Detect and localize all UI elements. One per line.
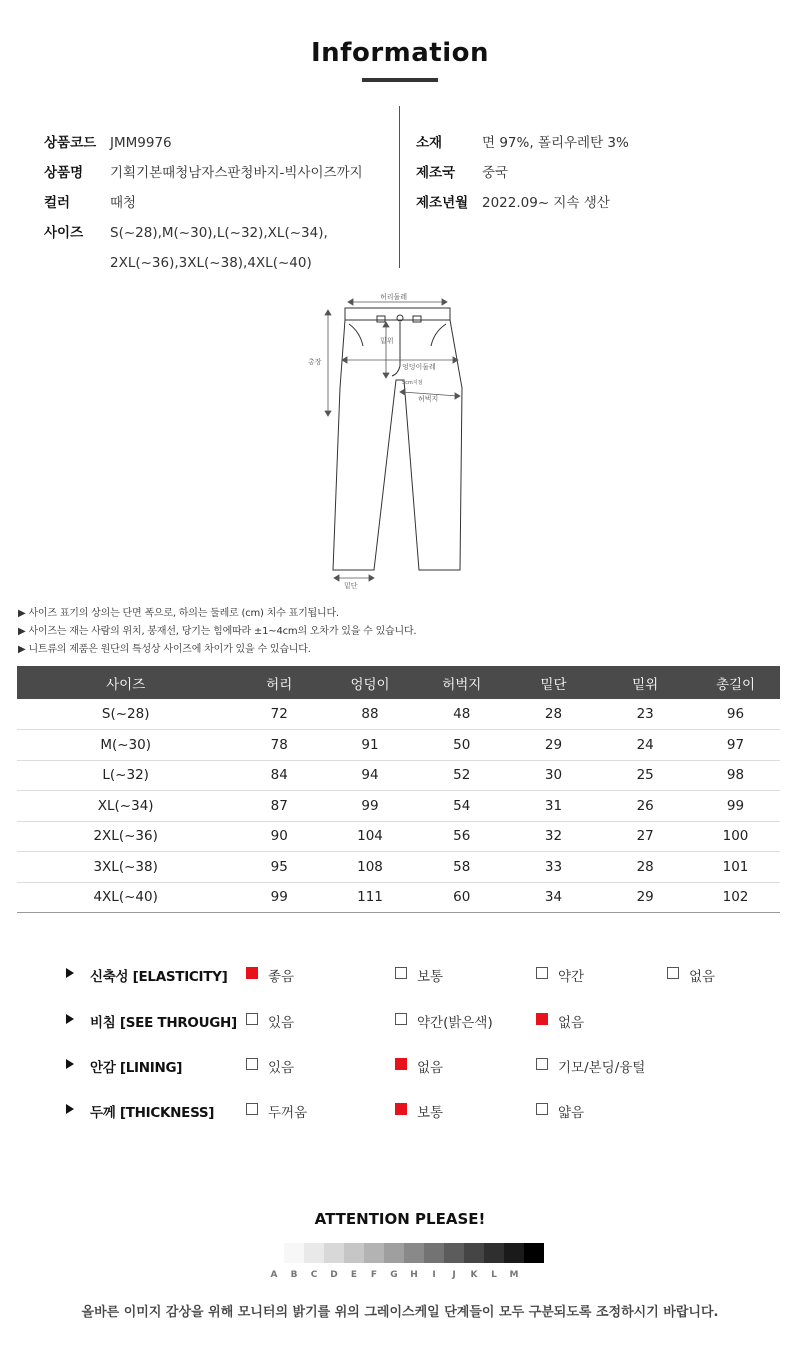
note-line: ▶ 니트류의 제품은 원단의 특성상 사이즈에 차이가 있을 수 있습니다. xyxy=(18,644,311,655)
option-label: 두꺼움 xyxy=(268,1105,308,1121)
measure-cell: 101 xyxy=(691,852,780,883)
measure-cell: 78 xyxy=(234,730,324,761)
property-label: 두께 [THICKNESS] xyxy=(90,1105,215,1121)
measure-cell: 99 xyxy=(691,791,780,822)
option-label: 기모/본딩/융털 xyxy=(558,1060,646,1076)
gray-swatch xyxy=(424,1243,444,1263)
property-row xyxy=(0,960,800,990)
column-header: 밑위 xyxy=(599,666,691,699)
info-key: 제조년월 xyxy=(416,195,469,211)
checked-box-icon xyxy=(536,1013,548,1025)
measure-cell: 102 xyxy=(691,882,780,913)
property-row xyxy=(0,1006,800,1036)
property-row xyxy=(0,1051,800,1081)
gray-letter: G xyxy=(390,1270,398,1280)
measure-cell: 32 xyxy=(508,821,600,852)
grayscale-strip xyxy=(284,1243,544,1263)
info-row xyxy=(416,128,629,158)
column-header: 밑단 xyxy=(508,666,600,699)
measure-cell: 99 xyxy=(324,791,416,822)
unchecked-box-icon xyxy=(536,967,548,979)
gray-letter: D xyxy=(330,1270,338,1280)
option-label: 없음 xyxy=(689,969,716,985)
measure-cell: 29 xyxy=(508,730,600,761)
property-row xyxy=(0,1096,800,1126)
column-header: 사이즈 xyxy=(17,666,234,699)
gray-letter: B xyxy=(290,1270,298,1280)
gray-swatch xyxy=(324,1243,344,1263)
rise-label: 밑위 xyxy=(380,337,394,345)
gray-letter: L xyxy=(491,1270,497,1280)
unchecked-box-icon xyxy=(667,967,679,979)
gray-letter: A xyxy=(270,1270,278,1280)
thigh-label: 허벅지 xyxy=(418,395,439,403)
info-row xyxy=(44,218,363,248)
column-header: 엉덩이 xyxy=(324,666,416,699)
info-value: 2022.09~ 지속 생산 xyxy=(482,195,610,211)
measure-cell: 28 xyxy=(599,852,691,883)
unchecked-box-icon xyxy=(246,1013,258,1025)
info-row xyxy=(416,158,629,188)
gray-letter: H xyxy=(410,1270,418,1280)
measure-cell: 24 xyxy=(599,730,691,761)
gray-letter: K xyxy=(470,1270,478,1280)
gray-swatch xyxy=(524,1243,544,1263)
info-row xyxy=(416,188,629,218)
hem-label: 밑단 xyxy=(344,582,358,590)
triangle-right-icon xyxy=(66,1014,74,1024)
info-key: 소재 xyxy=(416,135,443,151)
info-key: 상품명 xyxy=(44,165,84,181)
size-cell: M(~30) xyxy=(17,730,234,761)
size-notes xyxy=(18,605,416,659)
page-title: Information xyxy=(310,38,490,68)
info-row xyxy=(44,128,363,158)
table-row xyxy=(17,882,780,913)
unchecked-box-icon xyxy=(246,1103,258,1115)
gray-swatch xyxy=(304,1243,324,1263)
hip-label: 엉덩이둘레 xyxy=(402,363,436,371)
measure-cell: 26 xyxy=(599,791,691,822)
crotch-point-label: 5cm지점 xyxy=(402,380,423,386)
option-label: 없음 xyxy=(417,1060,444,1076)
info-row xyxy=(44,248,363,278)
table-row xyxy=(17,699,780,730)
option-label: 있음 xyxy=(268,1015,295,1031)
size-cell: 3XL(~38) xyxy=(17,852,234,883)
measure-cell: 84 xyxy=(234,760,324,791)
gray-letter: M xyxy=(509,1270,519,1280)
measure-cell: 99 xyxy=(234,882,324,913)
info-left xyxy=(44,128,363,278)
pants-measurement-diagram xyxy=(300,288,500,590)
measure-cell: 34 xyxy=(508,882,600,913)
measure-cell: 50 xyxy=(416,730,508,761)
table-row xyxy=(17,821,780,852)
measure-cell: 30 xyxy=(508,760,600,791)
size-cell: 4XL(~40) xyxy=(17,882,234,913)
gray-swatch xyxy=(444,1243,464,1263)
size-table xyxy=(17,666,780,913)
option-label: 보통 xyxy=(417,969,444,985)
info-value: JMM9976 xyxy=(110,135,172,151)
measure-cell: 27 xyxy=(599,821,691,852)
option-label: 약간(밝은색) xyxy=(417,1015,493,1031)
gray-swatch xyxy=(364,1243,384,1263)
info-value: 중국 xyxy=(482,165,509,181)
measure-cell: 25 xyxy=(599,760,691,791)
table-row xyxy=(17,760,780,791)
checked-box-icon xyxy=(395,1058,407,1070)
unchecked-box-icon xyxy=(395,967,407,979)
option-label: 있음 xyxy=(268,1060,295,1076)
column-header: 총길이 xyxy=(691,666,780,699)
info-value: 때청 xyxy=(110,195,137,211)
gray-swatch xyxy=(284,1243,304,1263)
unchecked-box-icon xyxy=(536,1103,548,1115)
column-header: 허벅지 xyxy=(416,666,508,699)
measure-cell: 23 xyxy=(599,699,691,730)
measure-cell: 88 xyxy=(324,699,416,730)
gray-letter: C xyxy=(310,1270,318,1280)
info-key: 컬러 xyxy=(44,195,71,211)
note-line: ▶ 사이즈 표기의 상의는 단면 폭으로, 하의는 둘레로 (cm) 치수 표기됩니다. xyxy=(18,608,339,619)
measure-cell: 31 xyxy=(508,791,600,822)
measure-cell: 33 xyxy=(508,852,600,883)
measure-cell: 54 xyxy=(416,791,508,822)
option-label: 보통 xyxy=(417,1105,444,1121)
title-underline xyxy=(362,78,438,82)
gray-letter: E xyxy=(350,1270,358,1280)
info-key xyxy=(44,248,110,278)
checked-box-icon xyxy=(246,967,258,979)
measure-cell: 72 xyxy=(234,699,324,730)
gray-swatch xyxy=(384,1243,404,1263)
unchecked-box-icon xyxy=(395,1013,407,1025)
measure-cell: 60 xyxy=(416,882,508,913)
measure-cell: 52 xyxy=(416,760,508,791)
unchecked-box-icon xyxy=(536,1058,548,1070)
info-value: 기획기본때청남자스판청바지-빅사이즈까지 xyxy=(110,165,363,181)
waist-label: 허리둘레 xyxy=(380,293,408,301)
info-row xyxy=(44,158,363,188)
size-cell: L(~32) xyxy=(17,760,234,791)
gray-letter: J xyxy=(452,1270,456,1280)
gray-swatch xyxy=(484,1243,504,1263)
measure-cell: 95 xyxy=(234,852,324,883)
measure-cell: 29 xyxy=(599,882,691,913)
measure-cell: 56 xyxy=(416,821,508,852)
info-divider xyxy=(399,106,400,268)
property-label: 비침 [SEE THROUGH] xyxy=(90,1015,237,1031)
unchecked-box-icon xyxy=(246,1058,258,1070)
info-key: 상품코드 xyxy=(44,135,97,151)
size-table-body xyxy=(17,699,780,913)
column-header: 허리 xyxy=(234,666,324,699)
size-cell: XL(~34) xyxy=(17,791,234,822)
measure-cell: 104 xyxy=(324,821,416,852)
gray-letter: I xyxy=(432,1270,436,1280)
option-label: 약간 xyxy=(558,969,585,985)
property-label: 신축성 [ELASTICITY] xyxy=(90,969,228,985)
length-label: 총장 xyxy=(308,358,322,366)
grayscale-letters xyxy=(264,1270,524,1280)
measure-cell: 94 xyxy=(324,760,416,791)
measure-cell: 96 xyxy=(691,699,780,730)
measure-cell: 111 xyxy=(324,882,416,913)
measure-cell: 91 xyxy=(324,730,416,761)
triangle-right-icon xyxy=(66,1059,74,1069)
option-label: 없음 xyxy=(558,1015,585,1031)
measure-cell: 108 xyxy=(324,852,416,883)
size-cell: S(~28) xyxy=(17,699,234,730)
info-row xyxy=(44,188,363,218)
info-key: 제조국 xyxy=(416,165,456,181)
measure-cell: 98 xyxy=(691,760,780,791)
measure-cell: 87 xyxy=(234,791,324,822)
triangle-right-icon xyxy=(66,1104,74,1114)
measure-cell: 97 xyxy=(691,730,780,761)
table-header-row xyxy=(17,666,780,699)
attention-title: ATTENTION PLEASE! xyxy=(314,1210,486,1228)
gray-swatch xyxy=(344,1243,364,1263)
table-row xyxy=(17,791,780,822)
gray-swatch xyxy=(404,1243,424,1263)
measure-cell: 90 xyxy=(234,821,324,852)
info-key: 사이즈 xyxy=(44,225,84,241)
info-value: S(~28),M(~30),L(~32),XL(~34), xyxy=(110,225,328,241)
property-label: 안감 [LINING] xyxy=(90,1060,183,1076)
measure-cell: 28 xyxy=(508,699,600,730)
triangle-right-icon xyxy=(66,968,74,978)
gray-letter: F xyxy=(370,1270,378,1280)
note-line: ▶ 사이즈는 재는 사람의 위치, 봉재선, 당기는 힘에따라 ±1~4cm의 오차가 있을 수 있습니다. xyxy=(18,626,417,637)
table-row xyxy=(17,730,780,761)
table-row xyxy=(17,852,780,883)
info-right xyxy=(416,128,629,218)
measure-cell: 100 xyxy=(691,821,780,852)
option-label: 얇음 xyxy=(558,1105,585,1121)
measure-cell: 48 xyxy=(416,699,508,730)
option-label: 좋음 xyxy=(268,969,295,985)
checked-box-icon xyxy=(395,1103,407,1115)
measure-cell: 58 xyxy=(416,852,508,883)
info-value: 면 97%, 폴리우레탄 3% xyxy=(482,135,629,151)
size-cell: 2XL(~36) xyxy=(17,821,234,852)
info-value: 2XL(~36),3XL(~38),4XL(~40) xyxy=(110,255,312,271)
attention-message: 올바른 이미지 감상을 위해 모니터의 밝기를 위의 그레이스케일 단계들이 모두 구분되도록 조정하시기 바랍니다. xyxy=(81,1305,719,1320)
gray-swatch xyxy=(504,1243,524,1263)
gray-swatch xyxy=(464,1243,484,1263)
